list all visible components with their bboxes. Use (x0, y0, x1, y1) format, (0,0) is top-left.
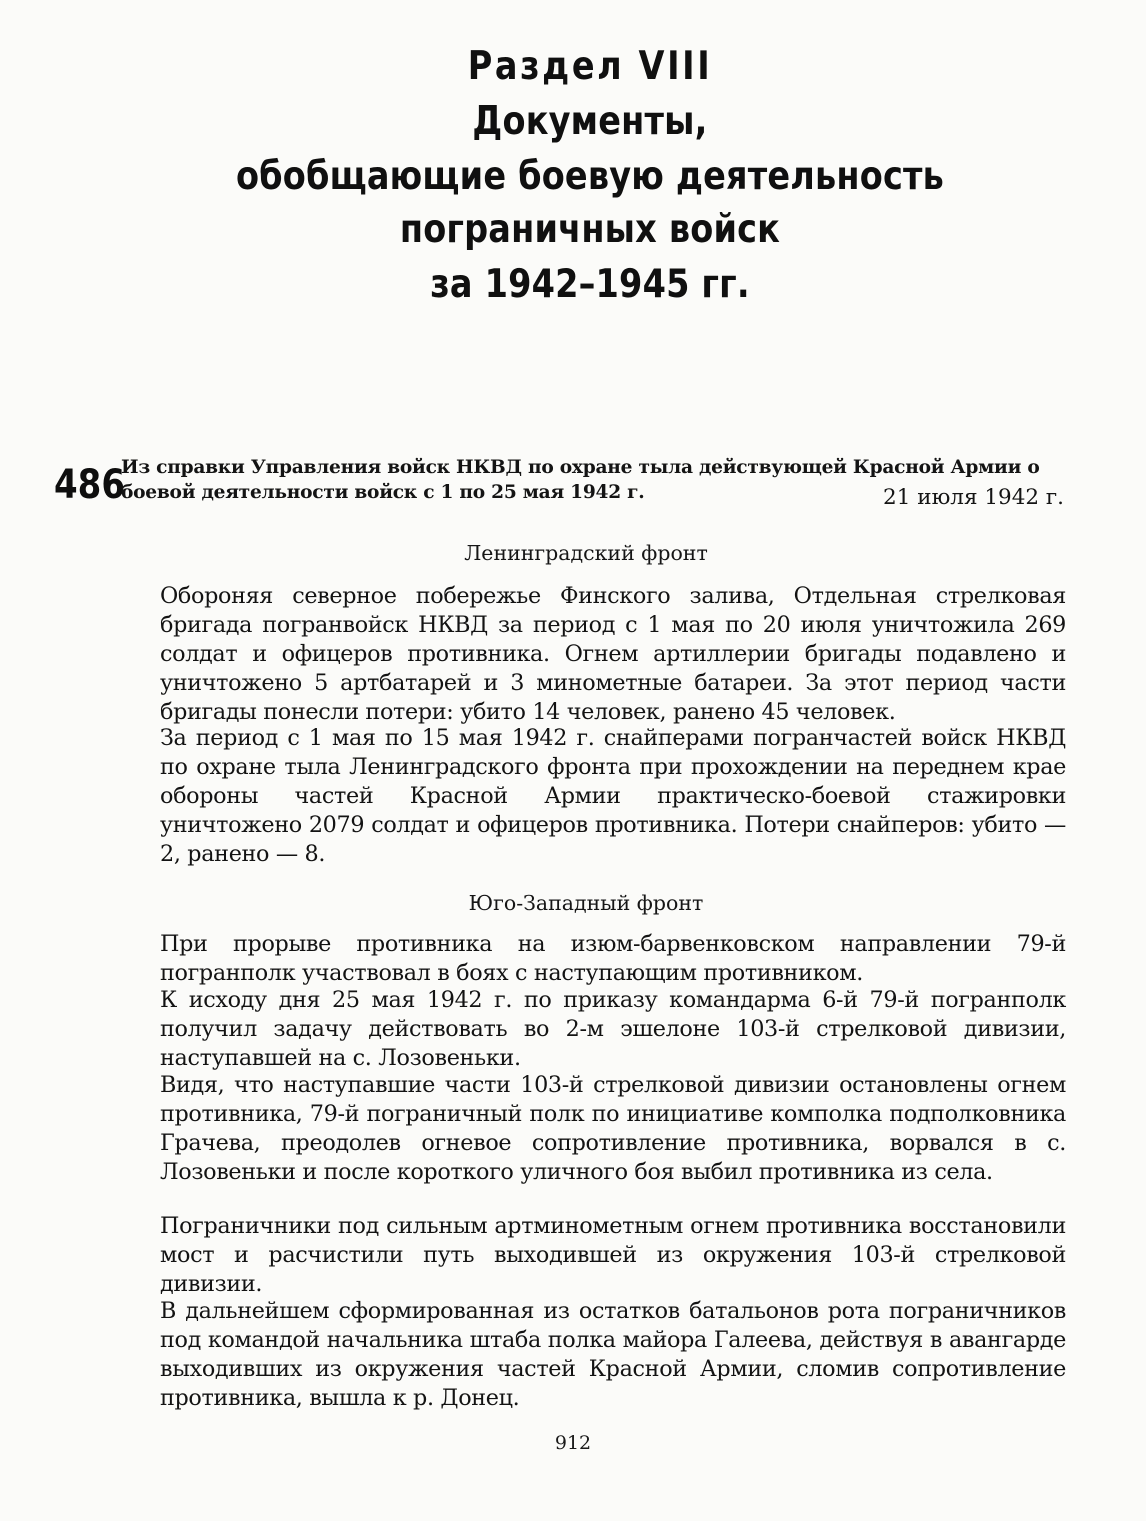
paragraph-block-4 (160, 1212, 1066, 1299)
paragraph: Пограничники под сильным артминометным огнем противника восстановили мост и расчистили путь выходившей из окружения 103-й стрелковой дивизии. (160, 1213, 1066, 1297)
paragraph-block-3 (160, 1071, 1066, 1187)
section-header (140, 40, 1040, 311)
section-part-label: Раздел VIII (467, 44, 713, 89)
paragraph: Видя, что наступавшие части 103-й стрелковой дивизии остановлены огнем противника, 79-й пограничный полк по инициативе комполка подполковника Грачева, преодолев огневое сопротивление противника, ворвался в с. Лозовеньки и после короткого уличного боя выбил противника из села. (160, 1072, 1066, 1185)
front-title-southwest: Юго-Западный фронт (468, 891, 704, 915)
paragraph: При прорыве противника на изюм-барвенковском направлении 79-й погранполк участвовал в боях с наступающим противником. (160, 931, 1066, 986)
paragraph: Обороняя северное побережье Финского залива, Отдельная стрелковая бригада погранвойск НКВД за период с 1 мая по 20 июля уничтожила 269 солдат и офицеров противника. Огнем артиллерии бригады подавлено и уничтожено 5 артбатарей и 3 минометные батареи. За этот период части бригады понесли потери: убито 14 человек, ранено 45 человек. (160, 583, 1066, 725)
page-number: 912 (554, 1432, 592, 1454)
section-title-line-3: за 1942–1945 гг. (430, 262, 750, 307)
front-section-leningrad (160, 582, 1066, 727)
paragraph: За период с 1 мая по 15 мая 1942 г. снайперами погранчастей войск НКВД по охране тыла Ленинградского фронта при прохождении на переднем крае обороны частей Красной Армии практическо-боевой стажировки уничтожено 2079 солдат и офицеров противника. Потери снайперов: убито — 2, ранено — 8. (160, 725, 1066, 867)
paragraph-block-1 (160, 930, 1066, 988)
paragraph: В дальнейшем сформированная из остатков батальонов рота пограничников под командой начальника штаба полка майора Галеева, действуя в авангарде выходивших из окружения частей Красной Армии, сломив сопротивление противника, вышла к р. Донец. (160, 1298, 1066, 1411)
section-title-line-1: Документы, (472, 99, 708, 144)
document-number: 486 (54, 462, 125, 508)
document-date: 21 июля 1942 г. (883, 485, 1064, 510)
paragraph-block-2 (160, 986, 1066, 1073)
section-title-line-2: обобщающие боевую деятельность пограничных войск (235, 154, 945, 252)
paragraph-block-5 (160, 1297, 1066, 1413)
front-title-leningrad: Ленинградский фронт (464, 541, 708, 565)
paragraph: К исходу дня 25 мая 1942 г. по приказу командарма 6-й 79-й погранполк получил задачу действовать во 2-м эшелоне 103-й стрелковой дивизии, наступавшей на с. Лозовеньки. (160, 987, 1066, 1071)
front-section-leningrad-cont (160, 724, 1066, 869)
document-heading: Из справки Управления войск НКВД по охране тыла действующей Красной Армии о боевой деятельности войск с 1 по 25 мая 1942 г. (121, 457, 1040, 503)
